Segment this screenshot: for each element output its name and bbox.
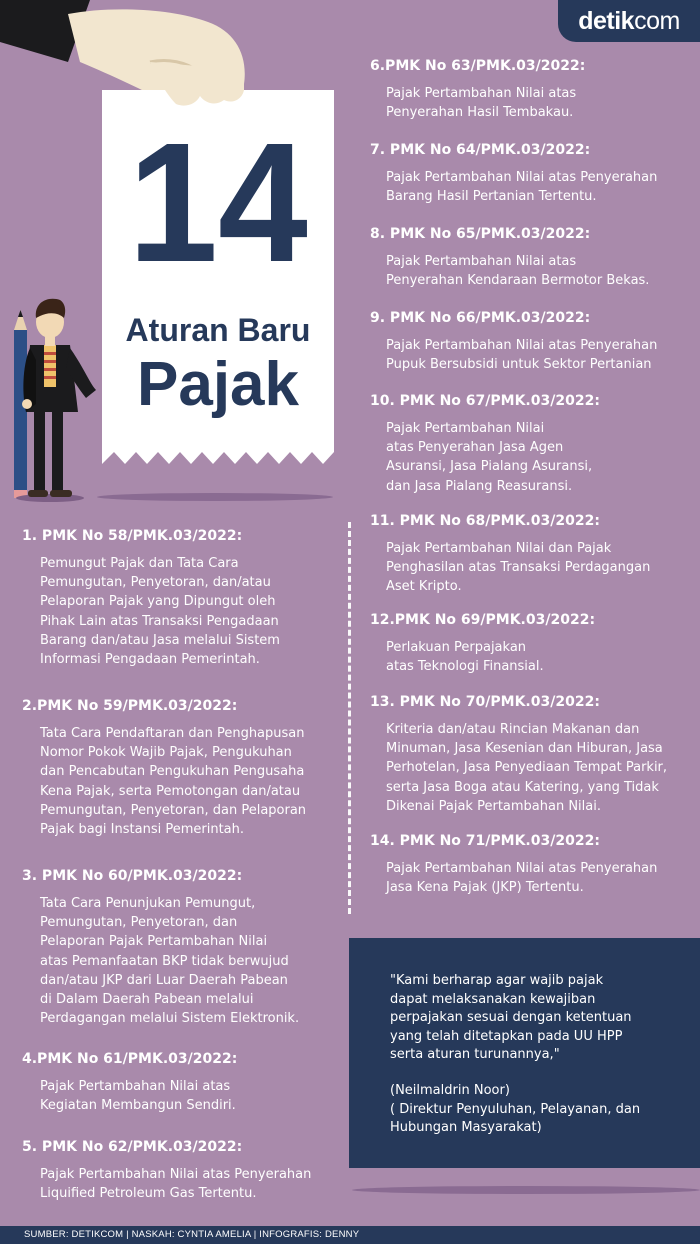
rule-title: 5. PMK No 62/PMK.03/2022: bbox=[22, 1139, 243, 1155]
rule-title: 12.PMK No 69/PMK.03/2022: bbox=[370, 612, 596, 628]
rule-desc: Pajak Pertambahan Nilai dan Pajak Penghasilan atas Transaksi Perdagangan Aset Kripto. bbox=[386, 541, 651, 595]
rule-item-2 bbox=[22, 696, 347, 839]
rule-item-10 bbox=[370, 391, 700, 496]
rule-desc: Tata Cara Penunjukan Pemungut, Pemungutan, Penyetoran, dan Pelaporan Pajak Pertambahan Nilai atas Pemanfaatan BKP tidak berwujud dan/atau JKP dari Luar Daerah Pabean di Dalam Daerah Pabean melalui Perdagangan melalui Sistem Elektronik. bbox=[40, 896, 300, 1027]
rule-title: 9. PMK No 66/PMK.03/2022: bbox=[370, 310, 591, 326]
pencil bbox=[14, 330, 27, 498]
column-divider bbox=[348, 522, 351, 914]
rule-desc: Pajak Pertambahan Nilai atas Kegiatan Membangun Sendiri. bbox=[40, 1079, 236, 1114]
rule-item-13 bbox=[370, 692, 700, 816]
rule-title: 13. PMK No 70/PMK.03/2022: bbox=[370, 694, 600, 710]
rule-title: 10. PMK No 67/PMK.03/2022: bbox=[370, 393, 600, 409]
hero-number: 14 bbox=[128, 108, 308, 298]
hero-title-line1: Aturan Baru bbox=[125, 312, 311, 348]
rule-item-7 bbox=[370, 140, 700, 206]
rule-item-1 bbox=[22, 526, 347, 669]
rule-item-5 bbox=[22, 1137, 347, 1203]
rule-desc: Pemungut Pajak dan Tata Cara Pemungutan, Penyetoran, dan/atau Pelaporan Pajak yang Dipungut oleh Pihak Lain atas Transaksi Pengadaan Barang dan/atau Jasa melalui Sistem Informasi Pengadaan Pemerintah. bbox=[40, 556, 280, 668]
brand-logo-light: com bbox=[634, 6, 680, 35]
rule-item-12 bbox=[370, 610, 700, 676]
rule-desc: Kriteria dan/atau Rincian Makanan dan Minuman, Jasa Kesenian dan Hiburan, Jasa Perhotelan, Jasa Penyediaan Tempat Parkir, serta Jasa Boga atau Katering, yang Tidak Dikenai Pajak Pertambahan Nilai. bbox=[386, 722, 668, 814]
rule-desc: Pajak Pertambahan Nilai atas Penyerahan Kendaraan Bermotor Bekas. bbox=[386, 254, 650, 289]
rule-title: 14. PMK No 71/PMK.03/2022: bbox=[370, 833, 600, 849]
rule-desc: Pajak Pertambahan Nilai atas Penyerahan Jasa Agen Asuransi, Jasa Pialang Asuransi, dan Jasa Pialang Reasuransi. bbox=[386, 421, 593, 494]
rule-title: 1. PMK No 58/PMK.03/2022: bbox=[22, 528, 243, 544]
rule-desc: Pajak Pertambahan Nilai atas Penyerahan Jasa Kena Pajak (JKP) Tertentu. bbox=[386, 861, 658, 896]
rule-title: 6.PMK No 63/PMK.03/2022: bbox=[370, 58, 586, 74]
source-footer: SUMBER: DETIKCOM | NASKAH: CYNTIA AMELIA | INFOGRAFIS: DENNY bbox=[0, 1226, 700, 1244]
rule-item-3 bbox=[22, 866, 347, 1028]
rule-item-4 bbox=[22, 1049, 347, 1115]
quote-author: (Neilmaldrin Noor) ( Direktur Penyuluhan, Pelayanan, dan Hubungan Masyarakat) bbox=[390, 1083, 641, 1135]
hero-title-line2: Pajak bbox=[136, 350, 300, 419]
rule-title: 7. PMK No 64/PMK.03/2022: bbox=[370, 142, 591, 158]
rule-desc: Pajak Pertambahan Nilai atas Penyerahan Pupuk Bersubsidi untuk Sektor Pertanian bbox=[386, 338, 658, 373]
quote-text: "Kami berharap agar wajib pajak dapat melaksanakan kewajiban perpajakan sesuai dengan ketentuan yang telah ditetapkan pada UU HPP serta aturan turunannya," bbox=[390, 973, 632, 1062]
rule-desc: Pajak Pertambahan Nilai atas Penyerahan Barang Hasil Pertanian Tertentu. bbox=[386, 170, 658, 205]
ground-shadow bbox=[97, 493, 333, 501]
rule-title: 11. PMK No 68/PMK.03/2022: bbox=[370, 513, 600, 529]
rule-item-8 bbox=[370, 224, 700, 290]
brand-logo-bold: detik bbox=[578, 6, 635, 35]
rule-title: 8. PMK No 65/PMK.03/2022: bbox=[370, 226, 591, 242]
rule-title: 3. PMK No 60/PMK.03/2022: bbox=[22, 868, 243, 884]
quote-box bbox=[349, 938, 700, 1168]
rule-item-9 bbox=[370, 308, 700, 374]
rule-item-6 bbox=[370, 56, 700, 122]
rule-desc: Pajak Pertambahan Nilai atas Penyerahan Liquified Petroleum Gas Tertentu. bbox=[40, 1167, 312, 1202]
rule-title: 4.PMK No 61/PMK.03/2022: bbox=[22, 1051, 238, 1067]
rule-desc: Perlakuan Perpajakan atas Teknologi Finansial. bbox=[386, 640, 544, 675]
rule-title: 2.PMK No 59/PMK.03/2022: bbox=[22, 698, 238, 714]
brand-logo bbox=[558, 0, 700, 42]
rule-item-11 bbox=[370, 511, 700, 597]
rule-desc: Pajak Pertambahan Nilai atas Penyerahan Hasil Tembakau. bbox=[386, 86, 577, 121]
rule-item-14 bbox=[370, 831, 700, 897]
rule-desc: Tata Cara Pendaftaran dan Penghapusan Nomor Pokok Wajib Pajak, Pengukuhan dan Pencabutan Pengukuhan Pengusaha Kena Pajak, serta Pemotongan dan/atau Pemungutan, Penyetoran, dan Pelaporan Pajak bagi Instansi Pemerintah. bbox=[40, 726, 307, 838]
quote-shadow bbox=[352, 1186, 700, 1194]
